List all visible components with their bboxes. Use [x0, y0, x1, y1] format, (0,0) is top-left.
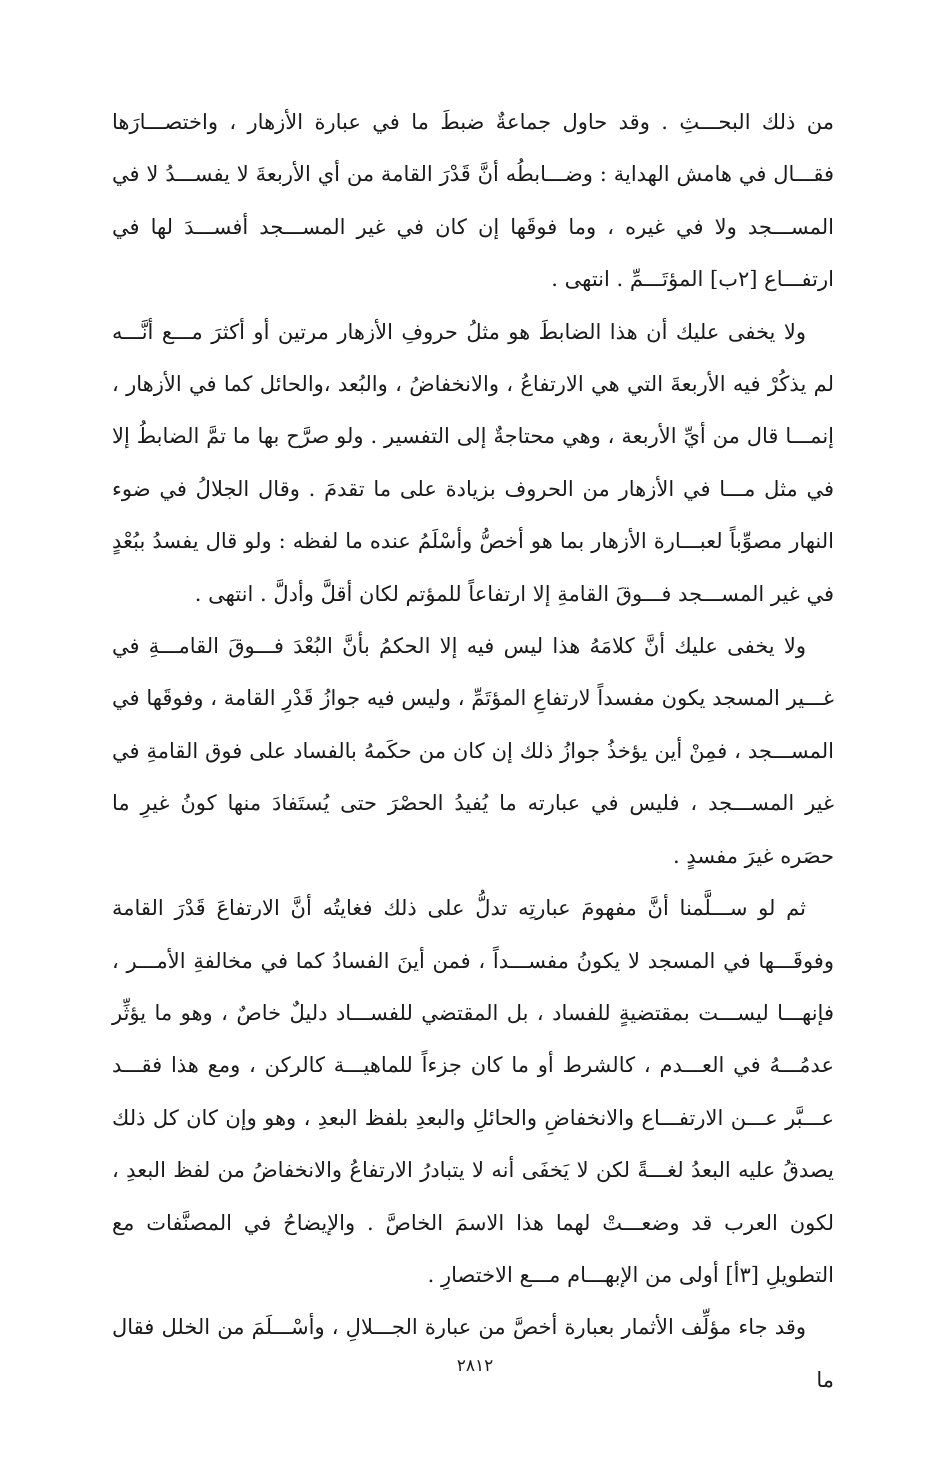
paragraph-1: من ذلك البحـــثِ . وقد حاول جماعةٌ ضبطَ ما في عبارة الأزهار ، واختصـــارَها فقـــال في هامش الهداية : وضـــابطُه أنَّ قَدْرَ القامة من أي الأربعةَ لا يفســـدُ لا في المســـجد ولا في غيره ، وما فوقَها إن كان في غير المســـجد أفســـدَ لها في ارتفـــاع [٢ب] المؤتَـــمِّ . انتهى .	[112, 110, 834, 292]
page-number: ٢٨١٢	[456, 1356, 494, 1376]
paragraph-4: ثم لو ســـلَّمنا أنَّ مفهومَ عبارتِه تدلُّ على ذلك فغايتُه أنَّ الارتفاعَ قَدْرَ القامة وفوقَـــها في المسجد لا يكونُ مفســـداً ، فمن أينَ الفسادُ كما في مخالفةِ الأمـــر ، فإنهـــا ليســـت بمقتضيةٍ للفساد ، بل المقتضي للفســـاد دليلٌ خاصٌ ، وهو ما يؤثِّر عدمُـــهُ في العـــدم ، كالشرط أو ما كان جزءاً للماهيـــة كالركن ، ومع هذا فقـــد عـــبَّر عـــن الارتفـــاع والانخفاضِ والحائلِ والبعدِ بلفظ البعدِ ، وهو وإن كان كل ذلك يصدقُ عليه البعدُ لغـــةً لكن لا يَخفَى أنه لا يتبادرُ الارتفاعُ والانخفاضُ من لفظ البعدِ ، لكون العرب قد وضعـــتْ لهما هذا الاسمَ الخاصَّ . والإيضاحُ في المصنَّفات مع التطويلِ [٣أ] أولى من الإبهـــام مـــع الاختصارِ .	[112, 896, 834, 1287]
body-text	[112, 96, 834, 1406]
paragraph-5: وقد جاء مؤلِّف الأثمار بعبارة أخصَّ من عبارة الجـــلالِ ، وأسْـــلَمَ من الخلل فقال ما	[112, 1315, 834, 1392]
paragraph-2: ولا يخفى عليك أن هذا الضابطَ هو مثلُ حروفِ الأزهار مرتين أو أكثرَ مـــع أنَّـــه لم يذكُرْ فيه الأربعةَ التي هي الارتفاعُ ، والانخفاضُ ، والبُعد ،والحائل كما في الأزهار ، إنمـــا قال من أيِّ الأربعة ، وهي محتاجةٌ إلى التفسير . ولو صرَّح بها ما تمَّ الضابطُ إلا في مثل مـــا في الأزهار من الحروف بزيادة على ما تقدمَ . وقال الجلالُ في ضوء النهار مصوِّباً لعبـــارة الأزهار بما هو أخصُّ وأسْلَمُ عنده ما لفظه : ولو قال يفسدُ ببُعْدٍ في غير المســـجد فـــوقَ القامةِ إلا ارتفاعاً للمؤتم لكان أقلَّ وأدلَّ . انتهى .	[112, 319, 834, 606]
paragraph-3: ولا يخفى عليك أنَّ كلامَهُ هذا ليس فيه إلا الحكمُ بأنَّ البُعْدَ فـــوقَ القامـــةِ في غـــير المسجد يكون مفسداً لارتفاعِ المؤتَمِّ ، وليس فيه جوازُ قَدْرِ القامة ، وفوقَها في المســـجد ، فمِنْ أين يؤخذُ جوازُ ذلك إن كان من حكَمهُ بالفساد على فوق القامةِ في غير المســـجد ، فليس في عبارته ما يُفيدُ الحصْرَ حتى يُستَفادَ منها كونُ غيرِ ما حصَره غيرَ مفسدٍ .	[112, 634, 834, 868]
